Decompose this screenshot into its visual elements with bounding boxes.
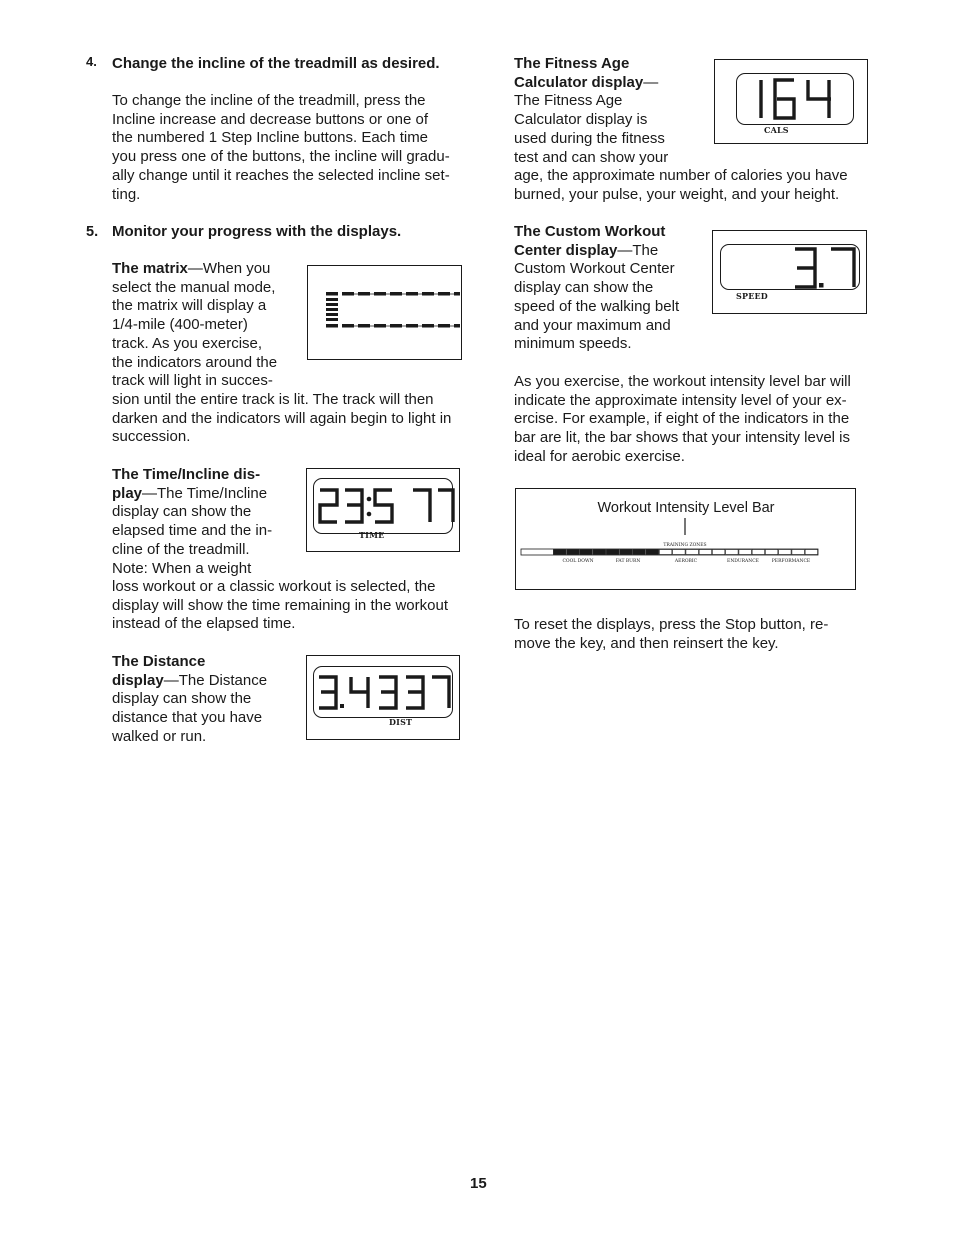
matrix-line: the matrix will display a xyxy=(112,297,267,315)
intensity-indicator-lit xyxy=(620,550,632,555)
intensity-indicator-unlit xyxy=(712,550,724,555)
fitness-age-line: age, the approximate number of calories you have xyxy=(514,167,848,184)
matrix-line: the indicators around the xyxy=(112,353,278,371)
time-incline-title: The Time/Incline dis- xyxy=(112,466,261,483)
fitness-age-line: test and can show your xyxy=(514,148,669,166)
reset-line: move the key, and then reinsert the key. xyxy=(514,634,779,652)
zone-label-endurance: ENDURANCE xyxy=(727,559,759,564)
matrix-line: succession. xyxy=(112,428,191,446)
distance-lcd-label: DIST xyxy=(389,717,413,727)
matrix-line: track will light in succes- xyxy=(112,372,273,390)
intensity-indicator-unlit xyxy=(699,550,711,555)
speed-lcd-label: SPEED xyxy=(736,291,768,301)
step-4-line: Incline increase and decrease buttons or one of xyxy=(112,110,429,128)
time-incline-line: cline of the treadmill. xyxy=(112,540,250,558)
time-incline-line: Note: When a weight xyxy=(112,559,252,577)
zone-label-cool-down: COOL DOWN xyxy=(562,559,594,564)
matrix-line: track. As you exercise, xyxy=(112,334,263,352)
custom-workout-line: —The xyxy=(617,241,659,259)
intensity-description xyxy=(514,373,851,467)
training-zones-label: TRAINING ZONES xyxy=(663,543,707,548)
step-4-line: ally change until it reaches the selected incline set- xyxy=(112,166,450,184)
time-incline-line: elapsed time and the in- xyxy=(112,522,273,540)
page-number: 15 xyxy=(470,1175,487,1192)
step-4-number: 4. xyxy=(86,54,97,69)
fitness-age-line: The Fitness Age xyxy=(514,92,623,110)
calories-display-figure xyxy=(714,59,868,144)
custom-workout-line: display can show the xyxy=(514,279,654,297)
intensity-line: ideal for aerobic exercise. xyxy=(514,447,685,465)
intensity-indicator-unlit xyxy=(726,550,738,555)
intensity-indicator-unlit xyxy=(739,550,751,555)
matrix-line: darken and the indicators will again begin to light in xyxy=(112,409,452,427)
intensity-bar-title: Workout Intensity Level Bar xyxy=(597,500,775,516)
step-4-line: you press one of the buttons, the incline will gradu- xyxy=(112,148,450,166)
matrix-description-cont xyxy=(112,391,451,447)
calories-lcd-label: CALS xyxy=(764,125,789,135)
distance-lcd-digits xyxy=(307,656,458,738)
speed-display-figure xyxy=(712,230,867,314)
intensity-indicator-group xyxy=(553,550,817,555)
custom-workout-line: Custom Workout Center xyxy=(514,260,675,278)
fitness-age-line: burned, your pulse, your weight, and your height. xyxy=(514,185,840,203)
intensity-bar-figure xyxy=(515,488,856,590)
matrix-line: sion until the entire track is lit. The track will then xyxy=(112,391,434,408)
custom-workout-line: minimum speeds. xyxy=(514,335,632,353)
distance-line: walked or run. xyxy=(112,727,207,745)
matrix-title: The matrix xyxy=(112,260,188,277)
custom-workout-line: speed of the walking belt xyxy=(514,297,680,315)
time-incline-description-cont xyxy=(112,578,448,634)
fitness-age-title-end: Calculator display xyxy=(514,73,644,91)
intensity-line: ercise. For example, if eight of the indicators in the xyxy=(514,410,850,428)
matrix-display-figure xyxy=(307,265,462,360)
step-4-line: ting. xyxy=(112,185,141,203)
intensity-indicator-lit xyxy=(553,550,565,555)
matrix-track-graphic xyxy=(308,266,460,358)
reset-line: To reset the displays, press the Stop button, re- xyxy=(514,616,829,633)
reset-description xyxy=(514,616,828,653)
intensity-indicator-unlit xyxy=(779,550,791,555)
time-incline-line: instead of the elapsed time. xyxy=(112,615,296,633)
intensity-indicator-lit xyxy=(580,550,592,555)
calories-lcd-digits xyxy=(715,60,866,142)
time-incline-title-end: play xyxy=(112,484,143,502)
step-4-heading: Change the incline of the treadmill as desired. xyxy=(112,55,440,72)
intensity-indicator-unlit xyxy=(752,550,764,555)
fitness-age-description xyxy=(514,55,704,167)
matrix-line: 1/4-mile (400-meter) xyxy=(112,316,248,334)
zone-label-aerobic: AEROBIC xyxy=(674,559,698,564)
distance-display-figure xyxy=(306,655,460,740)
fitness-age-line: Calculator display is xyxy=(514,111,648,129)
time-incline-line: display will show the time remaining in the workout xyxy=(112,596,448,614)
intensity-indicator-unlit xyxy=(673,550,685,555)
custom-workout-title-end: Center display xyxy=(514,241,618,259)
intensity-indicator-lit xyxy=(646,550,658,555)
distance-line: distance that you have xyxy=(112,709,263,727)
intensity-bar-graphic xyxy=(516,489,855,589)
intensity-indicator-unlit xyxy=(792,550,804,555)
custom-workout-line: and your maximum and xyxy=(514,316,671,334)
intensity-line: indicate the approximate intensity level of your ex- xyxy=(514,391,847,409)
intensity-indicator-unlit xyxy=(686,550,698,555)
intensity-indicator-lit xyxy=(606,550,618,555)
time-lcd-label: TIME xyxy=(359,530,385,540)
custom-workout-description xyxy=(514,223,704,354)
zone-label-performance: PERFORMANCE xyxy=(771,559,811,564)
intensity-indicator-lit xyxy=(633,550,645,555)
matrix-description xyxy=(112,260,312,391)
time-incline-line: display can show the xyxy=(112,503,252,521)
step-5-heading: Monitor your progress with the displays. xyxy=(112,223,402,240)
step-4-line: the numbered 1 Step Incline buttons. Each time xyxy=(112,129,429,147)
fitness-age-title: The Fitness Age xyxy=(514,55,630,72)
intensity-indicator-unlit xyxy=(659,550,671,555)
distance-description xyxy=(112,653,302,747)
intensity-line: bar are lit, the bar shows that your intensity level is xyxy=(514,429,850,447)
step-4-body xyxy=(112,92,450,204)
intensity-indicator-lit xyxy=(567,550,579,555)
time-incline-line: loss workout or a classic workout is selected, the xyxy=(112,578,436,595)
intensity-indicator-unlit xyxy=(805,550,817,555)
distance-title-end: display xyxy=(112,671,164,689)
time-incline-description xyxy=(112,466,302,578)
matrix-line: select the manual mode, xyxy=(112,278,276,296)
zone-label-fat-burn: FAT BURN xyxy=(615,559,641,564)
fitness-age-description-cont xyxy=(514,167,848,204)
fitness-age-line: — xyxy=(643,73,659,91)
fitness-age-line: used during the fitness xyxy=(514,129,665,147)
step-5-number: 5. xyxy=(86,224,99,240)
intensity-indicator-lit xyxy=(593,550,605,555)
step-4-line: To change the incline of the treadmill, press the xyxy=(112,92,426,109)
distance-line: display can show the xyxy=(112,690,252,708)
intensity-line: As you exercise, the workout intensity level bar will xyxy=(514,373,851,390)
time-display-figure xyxy=(306,468,460,552)
matrix-line: —When you xyxy=(187,260,271,277)
custom-workout-title: The Custom Workout xyxy=(514,223,666,240)
intensity-indicator-unlit xyxy=(765,550,777,555)
time-incline-line: —The Time/Incline xyxy=(142,484,268,502)
distance-line: —The Distance xyxy=(163,671,268,689)
distance-title: The Distance xyxy=(112,653,206,670)
